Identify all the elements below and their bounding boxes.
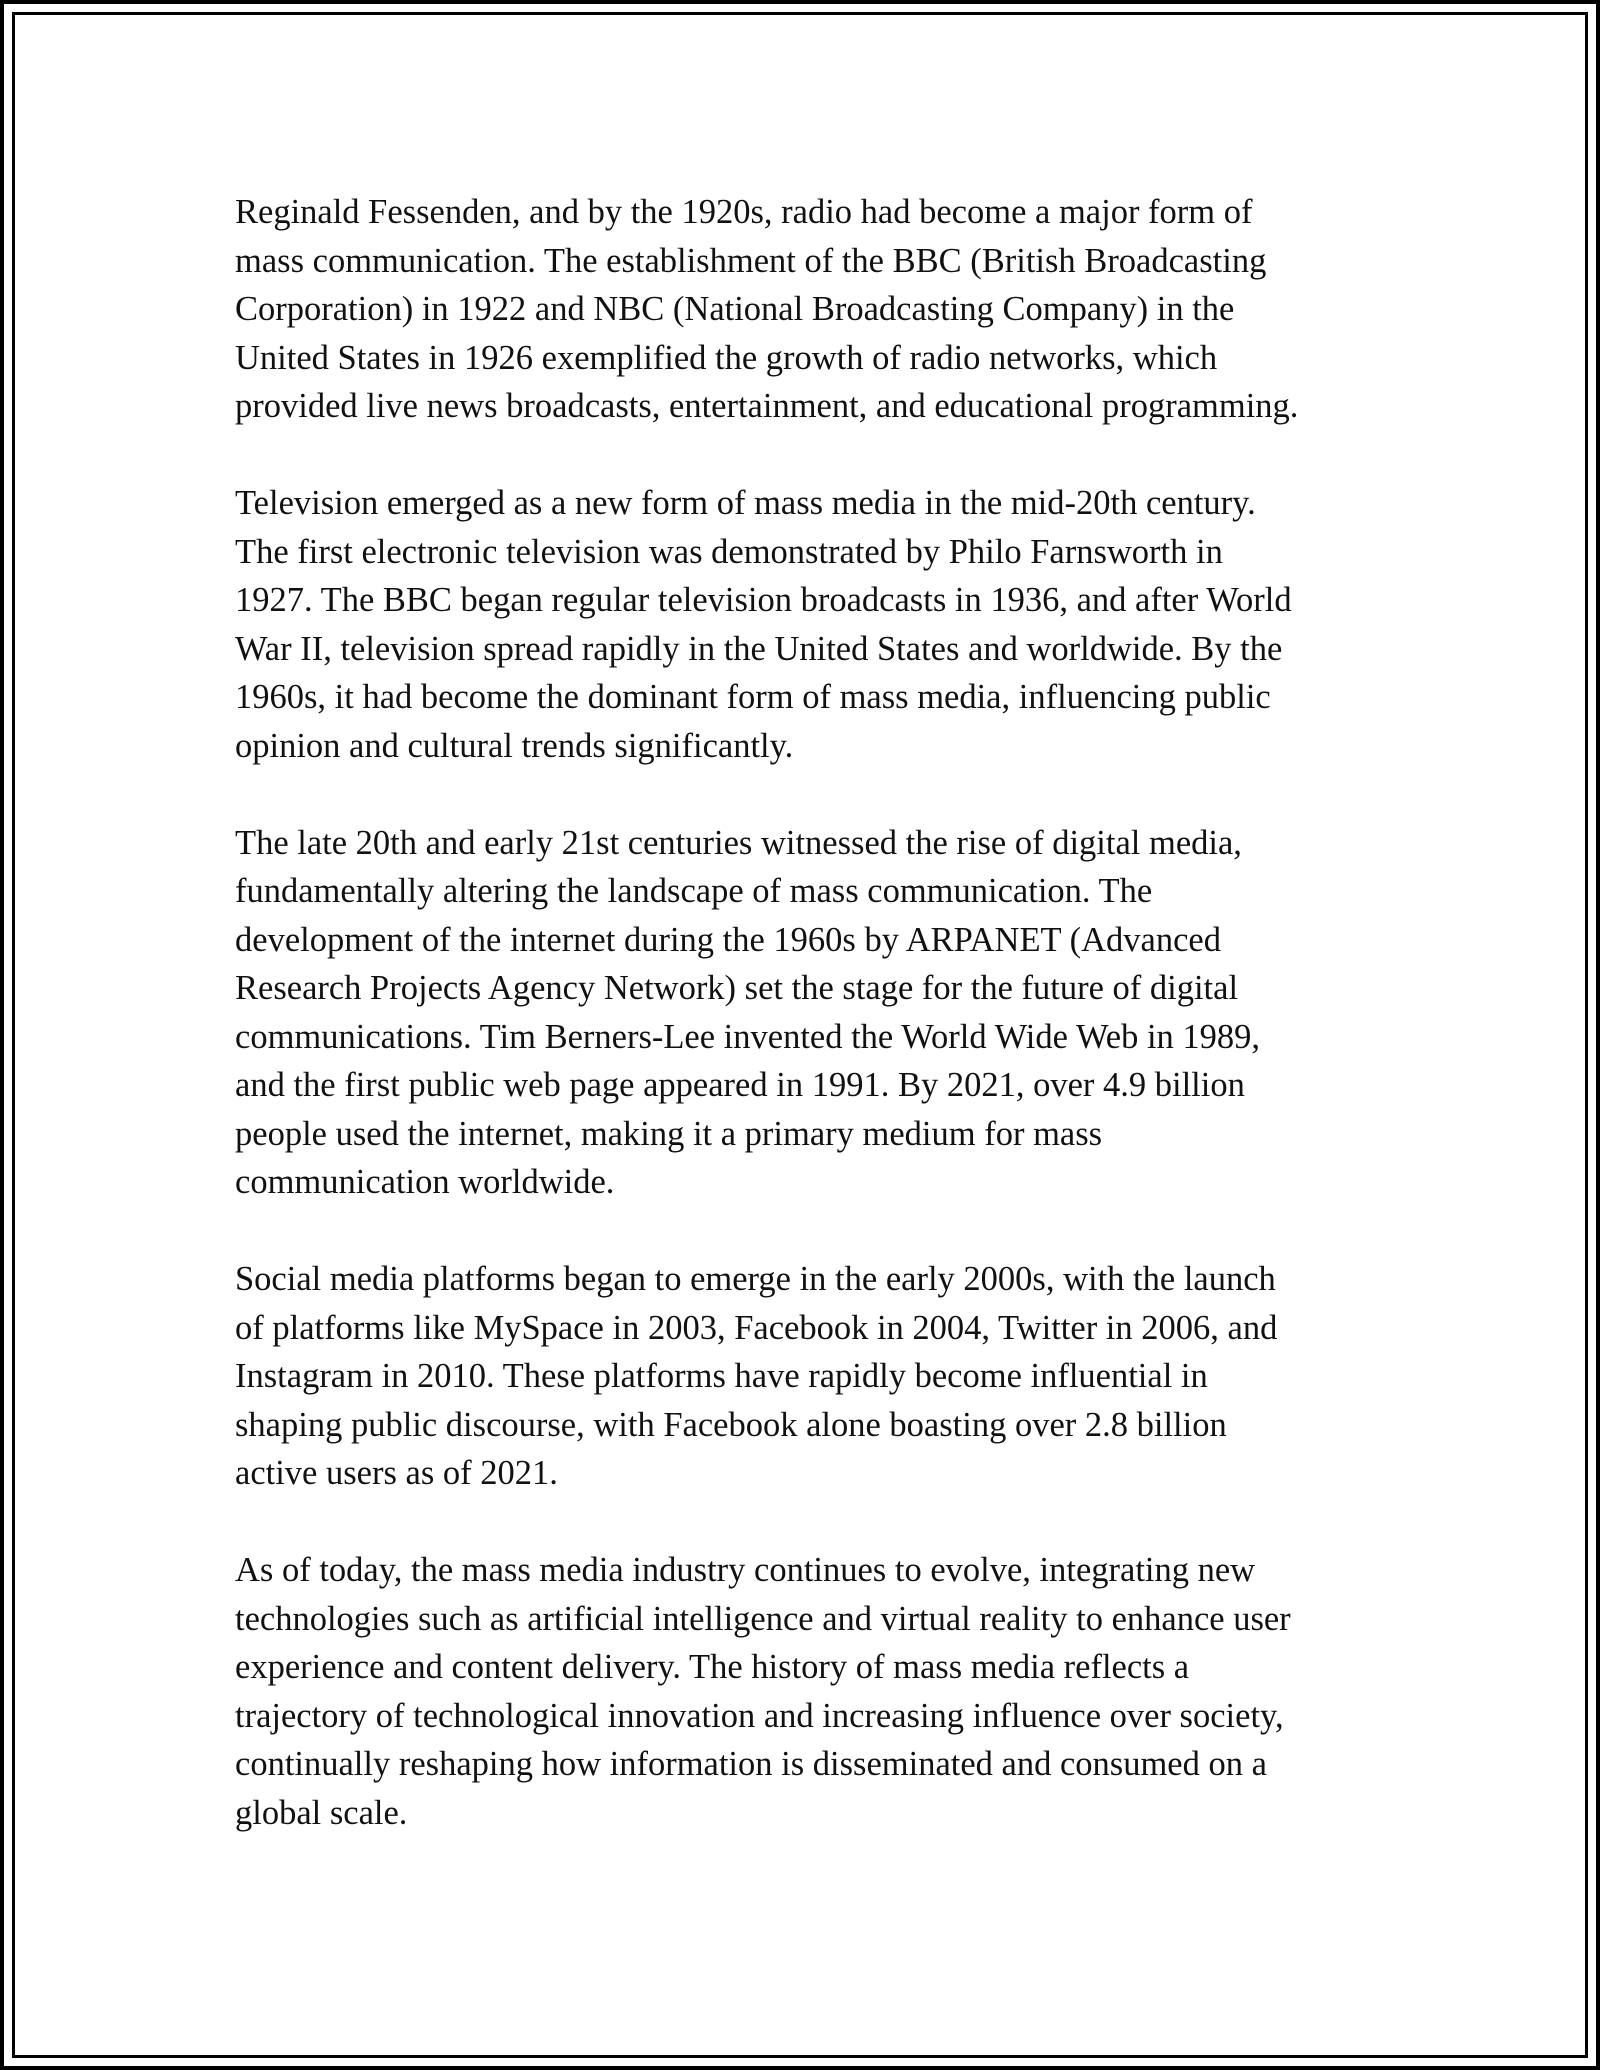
text-line: experience and content delivery. The history of mass media reflects a: [235, 1648, 1190, 1686]
paragraph-today: [235, 1546, 1395, 1837]
text-line: As of today, the mass media industry continues to evolve, integrating new: [235, 1551, 1256, 1589]
text-line: War II, television spread rapidly in the United States and worldwide. By the: [235, 629, 1283, 668]
text-line: technologies such as artificial intelligence and virtual reality to enhance user: [235, 1599, 1291, 1638]
text-line: provided live news broadcasts, entertainment, and educational programming.: [235, 387, 1299, 425]
text-line: fundamentally altering the landscape of mass communication. The: [235, 872, 1153, 910]
text-line: Corporation) in 1922 and NBC (National Broadcasting Company) in the: [235, 290, 1235, 328]
text-line: development of the internet during the 1960s by ARPANET (Advanced: [235, 920, 1221, 959]
text-line: and the first public web page appeared in 1991. By 2021, over 4.9 billion: [235, 1066, 1245, 1104]
text-line: The late 20th and early 21st centuries witnessed the rise of digital media,: [235, 823, 1242, 862]
text-line: 1960s, it had become the dominant form of mass media, influencing public: [235, 678, 1271, 716]
text-line: trajectory of technological innovation and increasing influence over society,: [235, 1696, 1284, 1735]
text-line: United States in 1926 exemplified the growth of radio networks, which: [235, 338, 1218, 377]
text-line: active users as of 2021.: [235, 1454, 558, 1492]
text-line: communications. Tim Berners-Lee invented the World Wide Web in 1989,: [235, 1017, 1261, 1056]
text-line: of platforms like MySpace in 2003, Facebook in 2004, Twitter in 2006, and: [235, 1308, 1278, 1347]
text-line: shaping public discourse, with Facebook alone boasting over 2.8 billion: [235, 1405, 1227, 1444]
text-line: 1927. The BBC began regular television broadcasts in 1936, and after World: [235, 581, 1292, 619]
paragraph-digital-media: [235, 819, 1395, 1207]
text-line: Reginald Fessenden, and by the 1920s, radio had become a major form of: [235, 193, 1253, 231]
paragraph-radio: [235, 188, 1395, 431]
text-line: global scale.: [235, 1793, 408, 1832]
text-line: opinion and cultural trends significantly.: [235, 726, 794, 765]
paragraph-television: [235, 479, 1395, 770]
text-line: Research Projects Agency Network) set the stage for the future of digital: [235, 969, 1239, 1007]
paragraph-social-media: [235, 1255, 1395, 1498]
text-line: Television emerged as a new form of mass media in the mid-20th century.: [235, 484, 1256, 522]
text-line: communication worldwide.: [235, 1163, 615, 1201]
document-body: [235, 188, 1395, 1886]
text-line: mass communication. The establishment of the BBC (British Broadcasting: [235, 241, 1267, 280]
text-line: people used the internet, making it a primary medium for mass: [235, 1114, 1103, 1153]
text-line: Social media platforms began to emerge in the early 2000s, with the launch: [235, 1260, 1276, 1298]
text-line: The first electronic television was demonstrated by Philo Farnsworth in: [235, 532, 1223, 571]
text-line: continually reshaping how information is disseminated and consumed on a: [235, 1745, 1267, 1783]
text-line: Instagram in 2010. These platforms have rapidly become influential in: [235, 1357, 1208, 1395]
